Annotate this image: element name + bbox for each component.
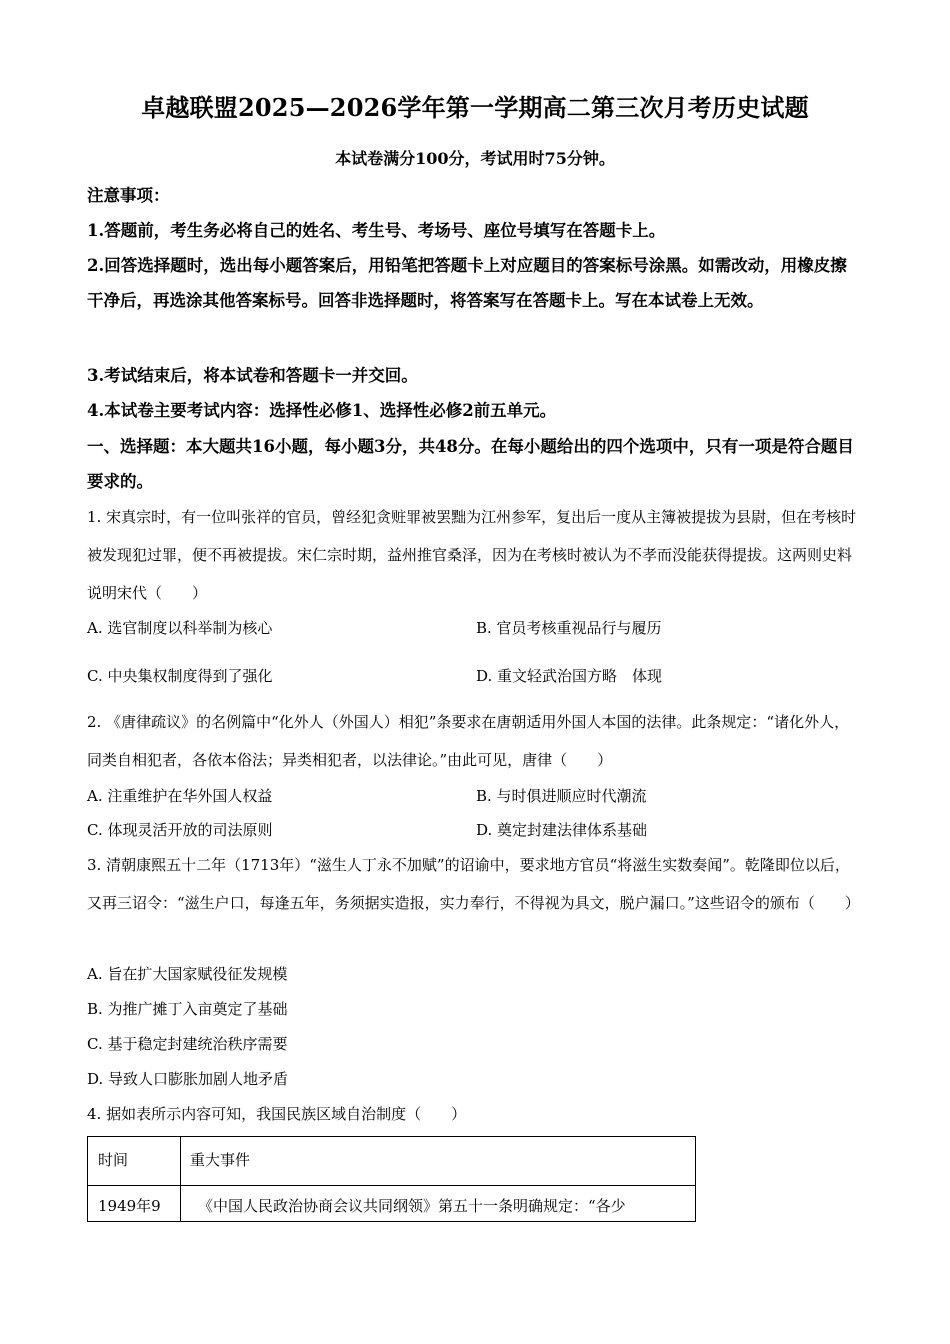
question-1-stem: 1. 宋真宗时，有一位叫张祥的官员，曾经犯贪赃罪被罢黜为江州参军，复出后一度从主簿被提拔为县尉，但在考核时被发现犯过罪，便不再被提拔。宋仁宗时期，益州推官桑泽，因为在考核时被认为不孝而没能获得提拔。这两则史料说明宋代（ ） xyxy=(87,508,857,602)
exam-title: 卓越联盟2025—2026学年第一学期高二第三次月考历史试题 xyxy=(141,93,809,122)
note-item-1: 1.答题前，考生务必将自己的姓名、考生号、考场号、座位号填写在答题卡上。 xyxy=(87,221,666,240)
question-2-option-d[interactable]: D. 奠定封建法律体系基础 xyxy=(476,821,648,839)
question-3-stem: 3. 清朝康熙五十二年（1713年）“滋生人丁永不加赋”的诏谕中，要求地方官员“将滋生实数奏闻”。乾隆即位以后，又再三诏令：“滋生户口，每逢五年，务须据实造报，实力奉行，不得视为具文，脱户漏口。”这些诏令的颁布（ ） xyxy=(87,856,860,912)
question-2-option-c[interactable]: C. 体现灵活开放的司法原则 xyxy=(87,821,273,839)
question-2-stem: 2. 《唐律疏议》的名例篇中“化外人（外国人）相犯”条要求在唐朝适用外国人本国的法律。此条规定：“诸化外人，同类自相犯者，各依本俗法；异类相犯者，以法律论。”由此可见，唐律（ ） xyxy=(87,713,850,769)
question-2-option-a[interactable]: A. 注重维护在华外国人权益 xyxy=(87,787,273,805)
question-1-option-d[interactable]: D. 重文轻武治国方略 体现 xyxy=(476,667,663,685)
notes-heading: 注意事项： xyxy=(87,186,170,205)
question-3-option-a[interactable]: A. 旨在扩大国家赋役征发规模 xyxy=(87,965,288,983)
events-table xyxy=(87,1136,696,1222)
question-1-option-c[interactable]: C. 中央集权制度得到了强化 xyxy=(87,667,273,685)
table-cell-time: 1949年9 xyxy=(98,1197,161,1215)
question-3-option-b[interactable]: B. 为推广摊丁入亩奠定了基础 xyxy=(87,1000,288,1018)
exam-subtitle: 本试卷满分100分，考试用时75分钟。 xyxy=(335,149,615,168)
table-column-divider xyxy=(180,1137,181,1221)
note-item-4: 4.本试卷主要考试内容：选择性必修1、选择性必修2前五单元。 xyxy=(87,401,557,420)
question-4-stem: 4. 据如表所示内容可知，我国民族区域自治制度（ ） xyxy=(87,1105,467,1123)
note-item-3: 3.考试结束后，将本试卷和答题卡一并交回。 xyxy=(87,366,418,385)
question-3-option-c[interactable]: C. 基于稳定封建统治秩序需要 xyxy=(87,1035,288,1053)
table-header-time: 时间 xyxy=(98,1151,129,1169)
section-heading: 一、选择题：本大题共16小题，每小题3分，共48分。在每小题给出的四个选项中，只有一项是符合题目要求的。 xyxy=(87,437,854,491)
question-3-option-d[interactable]: D. 导致人口膨胀加剧人地矛盾 xyxy=(87,1070,289,1088)
question-1-option-a[interactable]: A. 选官制度以科举制为核心 xyxy=(87,619,273,637)
question-2-option-b[interactable]: B. 与时俱进顺应时代潮流 xyxy=(476,787,647,805)
table-header-event: 重大事件 xyxy=(190,1151,251,1169)
question-1-option-b[interactable]: B. 官员考核重视品行与履历 xyxy=(476,619,662,637)
note-item-2: 2.回答选择题时，选出每小题答案后，用铅笔把答题卡上对应题目的答案标号涂黑。如需改动，用橡皮擦干净后，再选涂其他答案标号。回答非选择题时，将答案写在答题卡上。写在本试卷上无效。 xyxy=(87,256,847,310)
table-cell-event: 《中国人民政治协商会议共同纲领》第五十一条明确规定：“各少 xyxy=(198,1197,626,1215)
